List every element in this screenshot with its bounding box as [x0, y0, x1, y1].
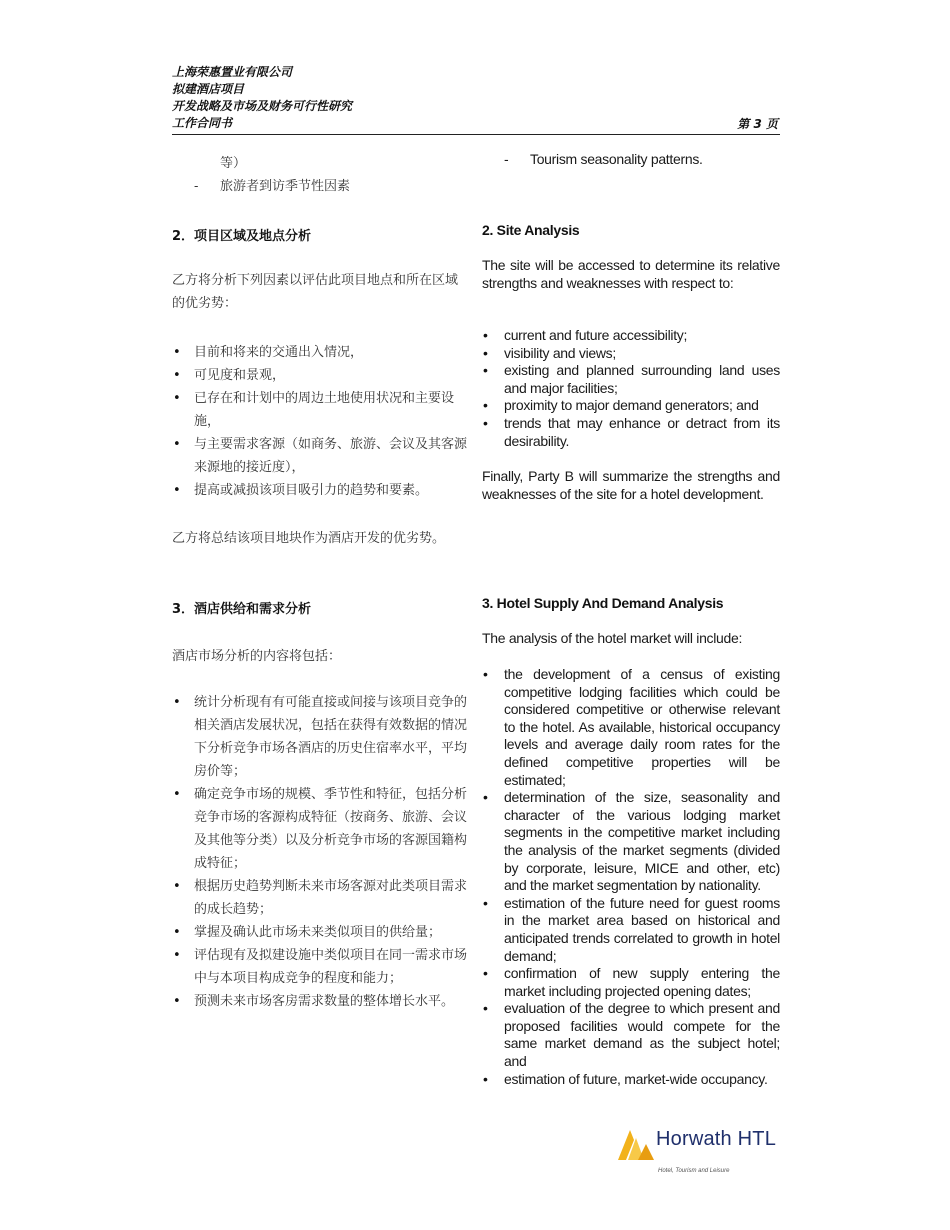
cn-s2-heading-text: 2．项目区域及地点分析: [172, 229, 312, 244]
cn-continuation: [172, 152, 469, 198]
en-cont-line: - Tourism seasonality patterns.: [482, 151, 780, 169]
list-item: • 掌握及确认此市场未来类似项目的供给量；: [172, 921, 469, 944]
horwath-htl-logo: [614, 1122, 782, 1182]
cn-s2-list: [172, 341, 469, 502]
header-study: 开发战略及市场及财务可行性研究: [172, 99, 353, 113]
en-s3-intro: The analysis of the hotel market will include:: [482, 630, 743, 646]
list-item: • 确定竞争市场的规模、季节性和特征，包括分析竞争市场的客源构成特征（按商务、旅游、会议及其他等分类）以及分析竞争市场的客源国籍构成特征；: [172, 783, 469, 875]
list-item: • confirmation of new supply entering the market including projected opening dates;: [482, 965, 780, 1000]
header-doc-type: 工作合同书: [172, 116, 233, 130]
cn-s2-summary: 乙方将总结该项目地块作为酒店开发的优劣势。: [172, 531, 446, 546]
en-s3-list: [482, 666, 780, 1088]
en-s2-list: [482, 327, 780, 450]
en-s3-heading: [482, 595, 780, 613]
en-s2-summary: Finally, Party B will summarize the strengths and weaknesses of the site for a hotel development.: [482, 468, 780, 502]
list-item: • estimation of the future need for guest rooms in the market area based on historical and anticipated trends correlated to growth in hotel demand;: [482, 895, 780, 965]
en-s2-intro: The site will be accessed to determine its relative strengths and weaknesses with respect to:: [482, 257, 780, 291]
list-item: • 已存在和计划中的周边土地使用状况和主要设施，: [172, 387, 469, 433]
cn-cont-line1: 等）: [220, 156, 247, 171]
logo-wordmark: Horwath HTL: [656, 1128, 777, 1150]
list-item: • 预测未来市场客房需求数量的整体增长水平。: [172, 990, 469, 1013]
header-company: 上海荣惠置业有限公司: [172, 65, 293, 79]
logo-mark-icon: [614, 1124, 658, 1164]
list-item: • 根据历史趋势判断未来市场客源对此类项目需求的成长趋势；: [172, 875, 469, 921]
list-item: • the development of a census of existing competitive lodging facilities which could be considered competitive or otherwise relevant to the hotel. As available, historical occupancy levels and average daily room rates for the defined competitive properties will be estimated;: [482, 666, 780, 789]
cn-s3-heading: [172, 598, 469, 621]
list-item: • existing and planned surrounding land uses and major facilities;: [482, 362, 780, 397]
en-s2-heading: [482, 222, 780, 240]
logo-tagline: Hotel, Tourism and Leisure: [658, 1168, 730, 1174]
list-item: • visibility and views;: [482, 345, 780, 363]
cn-s3-heading-text: 3．酒店供给和需求分析: [172, 602, 312, 617]
list-item: • estimation of future, market-wide occupancy.: [482, 1071, 780, 1089]
page-number: 第 3 页: [737, 117, 778, 131]
page-header: [172, 64, 780, 132]
list-item: • trends that may enhance or detract from its desirability.: [482, 415, 780, 450]
cn-s3-intro: 酒店市场分析的内容将包括：: [172, 649, 342, 664]
list-item: • current and future accessibility;: [482, 327, 780, 345]
list-item: • 提高或减损该项目吸引力的趋势和要素。: [172, 479, 469, 502]
list-item: • determination of the size, seasonality and character of the various lodging market segments in the competitive market including the analysis of the market segments (divided by corporate, leisure, MICE and other, etc) and the market segmentation by nationality.: [482, 789, 780, 895]
cn-s3-list: [172, 691, 469, 1013]
list-item: • evaluation of the degree to which present and proposed facilities would compete for the same market demand as the subject hotel; and: [482, 1000, 780, 1070]
cn-cont-line2: - 旅游者到访季节性因素: [172, 175, 469, 198]
list-item: • 目前和将来的交通出入情况，: [172, 341, 469, 364]
header-rule: [172, 134, 780, 135]
en-continuation: [482, 151, 780, 169]
cn-s2-intro: 乙方将分析下列因素以评估此项目地点和所在区域的优劣势：: [172, 273, 459, 311]
header-project: 拟建酒店项目: [172, 82, 245, 96]
list-item: • 与主要需求客源（如商务、旅游、会议及其客源来源地的接近度），: [172, 433, 469, 479]
list-item: • 可见度和景观，: [172, 364, 469, 387]
en-s2-heading-text: 2. Site Analysis: [482, 222, 580, 238]
list-item: • 统计分析现有有可能直接或间接与该项目竞争的相关酒店发展状况，包括在获得有效数据的情况下分析竞争市场各酒店的历史住宿率水平，平均房价等；: [172, 691, 469, 783]
list-item: • proximity to major demand generators; and: [482, 397, 780, 415]
list-item: • 评估现有及拟建设施中类似项目在同一需求市场中与本项目构成竞争的程度和能力；: [172, 944, 469, 990]
cn-s2-heading: [172, 225, 469, 248]
en-s3-heading-text: 3. Hotel Supply And Demand Analysis: [482, 595, 724, 611]
